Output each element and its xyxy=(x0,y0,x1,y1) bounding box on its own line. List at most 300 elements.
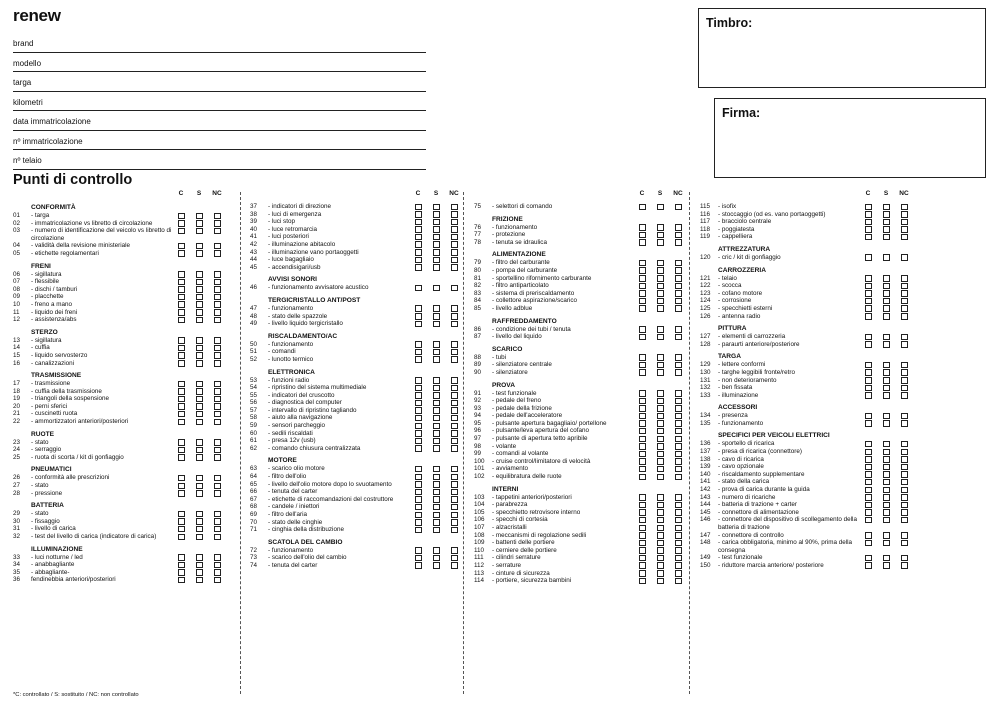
checkbox-non-controllato[interactable] xyxy=(214,577,221,584)
checkbox-non-controllato[interactable] xyxy=(675,494,682,501)
checkbox-sostituito[interactable] xyxy=(883,219,890,226)
checkbox-sostituito[interactable] xyxy=(657,232,664,239)
checkbox-controllato[interactable] xyxy=(178,518,185,525)
checkbox-sostituito[interactable] xyxy=(196,286,203,293)
checkbox-sostituito[interactable] xyxy=(657,547,664,554)
checkbox-controllato[interactable] xyxy=(415,204,422,211)
checkbox-controllato[interactable] xyxy=(865,377,872,384)
checkbox-sostituito[interactable] xyxy=(433,249,440,256)
checkbox-non-controllato[interactable] xyxy=(901,532,908,539)
checkbox-controllato[interactable] xyxy=(865,219,872,226)
checkbox-sostituito[interactable] xyxy=(433,257,440,264)
checkbox-controllato[interactable] xyxy=(865,562,872,569)
checkbox-non-controllato[interactable] xyxy=(675,204,682,211)
vehicle-field-row[interactable] xyxy=(13,131,426,151)
checkbox-sostituito[interactable] xyxy=(883,254,890,261)
checkbox-controllato[interactable] xyxy=(639,398,646,405)
vehicle-field-row[interactable] xyxy=(13,53,426,73)
checkbox-non-controllato[interactable] xyxy=(675,267,682,274)
checkbox-controllato[interactable] xyxy=(639,502,646,509)
checkbox-non-controllato[interactable] xyxy=(214,279,221,286)
checkbox-sostituito[interactable] xyxy=(657,578,664,585)
checkbox-controllato[interactable] xyxy=(865,555,872,562)
checkbox-controllato[interactable] xyxy=(415,321,422,328)
checkbox-non-controllato[interactable] xyxy=(675,224,682,231)
checkbox-controllato[interactable] xyxy=(639,354,646,361)
checkbox-non-controllato[interactable] xyxy=(451,257,458,264)
checkbox-sostituito[interactable] xyxy=(196,490,203,497)
checkbox-controllato[interactable] xyxy=(639,275,646,282)
checkbox-non-controllato[interactable] xyxy=(451,562,458,569)
checkbox-controllato[interactable] xyxy=(178,228,185,235)
checkbox-sostituito[interactable] xyxy=(657,413,664,420)
checkbox-controllato[interactable] xyxy=(639,260,646,267)
checkbox-controllato[interactable] xyxy=(415,400,422,407)
checkbox-controllato[interactable] xyxy=(865,211,872,218)
checkbox-sostituito[interactable] xyxy=(433,438,440,445)
checkbox-controllato[interactable] xyxy=(865,494,872,501)
checkbox-sostituito[interactable] xyxy=(433,349,440,356)
checkbox-non-controllato[interactable] xyxy=(214,286,221,293)
checkbox-sostituito[interactable] xyxy=(657,398,664,405)
checkbox-non-controllato[interactable] xyxy=(214,490,221,497)
checkbox-sostituito[interactable] xyxy=(883,283,890,290)
checkbox-controllato[interactable] xyxy=(178,526,185,533)
checkbox-sostituito[interactable] xyxy=(196,475,203,482)
checkbox-non-controllato[interactable] xyxy=(901,305,908,312)
checkbox-non-controllato[interactable] xyxy=(451,349,458,356)
checkbox-controllato[interactable] xyxy=(639,466,646,473)
checkbox-controllato[interactable] xyxy=(865,283,872,290)
checkbox-controllato[interactable] xyxy=(639,232,646,239)
checkbox-controllato[interactable] xyxy=(178,388,185,395)
checkbox-sostituito[interactable] xyxy=(433,504,440,511)
checkbox-controllato[interactable] xyxy=(865,234,872,241)
checkbox-controllato[interactable] xyxy=(865,341,872,348)
checkbox-controllato[interactable] xyxy=(639,547,646,554)
checkbox-sostituito[interactable] xyxy=(433,415,440,422)
checkbox-sostituito[interactable] xyxy=(883,226,890,233)
checkbox-sostituito[interactable] xyxy=(657,354,664,361)
checkbox-sostituito[interactable] xyxy=(196,250,203,257)
checkbox-controllato[interactable] xyxy=(639,405,646,412)
checkbox-sostituito[interactable] xyxy=(657,260,664,267)
checkbox-sostituito[interactable] xyxy=(433,264,440,271)
checkbox-non-controllato[interactable] xyxy=(901,494,908,501)
checkbox-sostituito[interactable] xyxy=(883,464,890,471)
checkbox-sostituito[interactable] xyxy=(657,525,664,532)
checkbox-controllato[interactable] xyxy=(639,334,646,341)
checkbox-non-controllato[interactable] xyxy=(214,294,221,301)
checkbox-controllato[interactable] xyxy=(639,362,646,369)
checkbox-non-controllato[interactable] xyxy=(901,420,908,427)
checkbox-controllato[interactable] xyxy=(639,305,646,312)
checkbox-non-controllato[interactable] xyxy=(451,496,458,503)
checkbox-non-controllato[interactable] xyxy=(901,540,908,547)
checkbox-controllato[interactable] xyxy=(865,226,872,233)
checkbox-controllato[interactable] xyxy=(639,555,646,562)
checkbox-controllato[interactable] xyxy=(178,271,185,278)
checkbox-non-controllato[interactable] xyxy=(901,341,908,348)
checkbox-non-controllato[interactable] xyxy=(901,487,908,494)
checkbox-sostituito[interactable] xyxy=(196,352,203,359)
checkbox-sostituito[interactable] xyxy=(196,447,203,454)
checkbox-sostituito[interactable] xyxy=(657,420,664,427)
checkbox-controllato[interactable] xyxy=(865,532,872,539)
checkbox-non-controllato[interactable] xyxy=(675,283,682,290)
checkbox-non-controllato[interactable] xyxy=(451,445,458,452)
checkbox-sostituito[interactable] xyxy=(433,423,440,430)
checkbox-sostituito[interactable] xyxy=(657,517,664,524)
checkbox-non-controllato[interactable] xyxy=(214,250,221,257)
checkbox-controllato[interactable] xyxy=(639,224,646,231)
checkbox-sostituito[interactable] xyxy=(433,445,440,452)
checkbox-non-controllato[interactable] xyxy=(675,334,682,341)
checkbox-controllato[interactable] xyxy=(639,494,646,501)
checkbox-sostituito[interactable] xyxy=(196,562,203,569)
checkbox-non-controllato[interactable] xyxy=(675,451,682,458)
checkbox-controllato[interactable] xyxy=(415,249,422,256)
checkbox-controllato[interactable] xyxy=(178,345,185,352)
checkbox-non-controllato[interactable] xyxy=(214,562,221,569)
checkbox-non-controllato[interactable] xyxy=(675,525,682,532)
checkbox-non-controllato[interactable] xyxy=(675,458,682,465)
checkbox-non-controllato[interactable] xyxy=(675,369,682,376)
checkbox-non-controllato[interactable] xyxy=(451,226,458,233)
checkbox-non-controllato[interactable] xyxy=(675,555,682,562)
checkbox-sostituito[interactable] xyxy=(433,400,440,407)
checkbox-sostituito[interactable] xyxy=(657,458,664,465)
checkbox-sostituito[interactable] xyxy=(433,562,440,569)
checkbox-sostituito[interactable] xyxy=(883,298,890,305)
checkbox-controllato[interactable] xyxy=(415,234,422,241)
checkbox-non-controllato[interactable] xyxy=(214,360,221,367)
checkbox-non-controllato[interactable] xyxy=(901,334,908,341)
checkbox-sostituito[interactable] xyxy=(196,360,203,367)
checkbox-sostituito[interactable] xyxy=(657,555,664,562)
checkbox-non-controllato[interactable] xyxy=(901,562,908,569)
checkbox-sostituito[interactable] xyxy=(433,313,440,320)
checkbox-non-controllato[interactable] xyxy=(451,385,458,392)
checkbox-controllato[interactable] xyxy=(865,517,872,524)
checkbox-controllato[interactable] xyxy=(639,326,646,333)
checkbox-non-controllato[interactable] xyxy=(675,443,682,450)
checkbox-non-controllato[interactable] xyxy=(451,241,458,248)
checkbox-non-controllato[interactable] xyxy=(451,481,458,488)
checkbox-sostituito[interactable] xyxy=(433,519,440,526)
checkbox-sostituito[interactable] xyxy=(196,279,203,286)
checkbox-controllato[interactable] xyxy=(865,449,872,456)
checkbox-controllato[interactable] xyxy=(178,577,185,584)
checkbox-non-controllato[interactable] xyxy=(214,511,221,518)
checkbox-non-controllato[interactable] xyxy=(901,362,908,369)
checkbox-sostituito[interactable] xyxy=(883,385,890,392)
checkbox-controllato[interactable] xyxy=(415,392,422,399)
checkbox-sostituito[interactable] xyxy=(433,512,440,519)
checkbox-controllato[interactable] xyxy=(415,430,422,437)
checkbox-sostituito[interactable] xyxy=(657,540,664,547)
checkbox-non-controllato[interactable] xyxy=(451,321,458,328)
checkbox-controllato[interactable] xyxy=(178,403,185,410)
checkbox-non-controllato[interactable] xyxy=(451,474,458,481)
checkbox-sostituito[interactable] xyxy=(196,317,203,324)
checkbox-sostituito[interactable] xyxy=(433,527,440,534)
checkbox-controllato[interactable] xyxy=(178,454,185,461)
checkbox-non-controllato[interactable] xyxy=(675,232,682,239)
checkbox-controllato[interactable] xyxy=(639,298,646,305)
checkbox-non-controllato[interactable] xyxy=(214,317,221,324)
checkbox-sostituito[interactable] xyxy=(196,337,203,344)
checkbox-non-controllato[interactable] xyxy=(451,305,458,312)
checkbox-controllato[interactable] xyxy=(639,570,646,577)
checkbox-sostituito[interactable] xyxy=(196,419,203,426)
vehicle-field-row[interactable] xyxy=(13,33,426,53)
checkbox-sostituito[interactable] xyxy=(883,204,890,211)
checkbox-sostituito[interactable] xyxy=(657,239,664,246)
checkbox-sostituito[interactable] xyxy=(657,326,664,333)
checkbox-sostituito[interactable] xyxy=(883,517,890,524)
checkbox-controllato[interactable] xyxy=(865,313,872,320)
checkbox-non-controllato[interactable] xyxy=(214,454,221,461)
checkbox-controllato[interactable] xyxy=(415,385,422,392)
checkbox-sostituito[interactable] xyxy=(657,290,664,297)
checkbox-controllato[interactable] xyxy=(865,509,872,516)
checkbox-sostituito[interactable] xyxy=(196,454,203,461)
checkbox-non-controllato[interactable] xyxy=(901,464,908,471)
checkbox-controllato[interactable] xyxy=(865,254,872,261)
checkbox-controllato[interactable] xyxy=(865,471,872,478)
checkbox-controllato[interactable] xyxy=(639,509,646,516)
checkbox-sostituito[interactable] xyxy=(657,451,664,458)
checkbox-sostituito[interactable] xyxy=(196,243,203,250)
checkbox-controllato[interactable] xyxy=(639,413,646,420)
checkbox-controllato[interactable] xyxy=(415,377,422,384)
checkbox-non-controllato[interactable] xyxy=(675,239,682,246)
checkbox-non-controllato[interactable] xyxy=(451,392,458,399)
checkbox-controllato[interactable] xyxy=(415,438,422,445)
checkbox-sostituito[interactable] xyxy=(657,362,664,369)
checkbox-non-controllato[interactable] xyxy=(675,436,682,443)
checkbox-sostituito[interactable] xyxy=(883,313,890,320)
checkbox-sostituito[interactable] xyxy=(433,466,440,473)
checkbox-sostituito[interactable] xyxy=(883,334,890,341)
checkbox-sostituito[interactable] xyxy=(196,526,203,533)
checkbox-sostituito[interactable] xyxy=(433,489,440,496)
checkbox-sostituito[interactable] xyxy=(657,283,664,290)
checkbox-controllato[interactable] xyxy=(639,204,646,211)
checkbox-non-controllato[interactable] xyxy=(675,326,682,333)
checkbox-controllato[interactable] xyxy=(865,392,872,399)
checkbox-controllato[interactable] xyxy=(178,411,185,418)
checkbox-controllato[interactable] xyxy=(639,369,646,376)
checkbox-sostituito[interactable] xyxy=(883,290,890,297)
checkbox-non-controllato[interactable] xyxy=(901,204,908,211)
checkbox-non-controllato[interactable] xyxy=(214,396,221,403)
checkbox-non-controllato[interactable] xyxy=(901,369,908,376)
checkbox-non-controllato[interactable] xyxy=(451,466,458,473)
checkbox-sostituito[interactable] xyxy=(433,555,440,562)
checkbox-controllato[interactable] xyxy=(415,285,422,292)
checkbox-non-controllato[interactable] xyxy=(675,275,682,282)
checkbox-sostituito[interactable] xyxy=(433,407,440,414)
checkbox-controllato[interactable] xyxy=(415,547,422,554)
checkbox-sostituito[interactable] xyxy=(433,474,440,481)
checkbox-non-controllato[interactable] xyxy=(214,518,221,525)
checkbox-controllato[interactable] xyxy=(178,294,185,301)
checkbox-sostituito[interactable] xyxy=(883,479,890,486)
checkbox-controllato[interactable] xyxy=(865,362,872,369)
checkbox-controllato[interactable] xyxy=(639,443,646,450)
checkbox-non-controllato[interactable] xyxy=(214,554,221,561)
checkbox-non-controllato[interactable] xyxy=(675,474,682,481)
checkbox-sostituito[interactable] xyxy=(196,388,203,395)
checkbox-non-controllato[interactable] xyxy=(901,502,908,509)
checkbox-non-controllato[interactable] xyxy=(214,220,221,227)
checkbox-non-controllato[interactable] xyxy=(451,423,458,430)
checkbox-sostituito[interactable] xyxy=(196,309,203,316)
checkbox-sostituito[interactable] xyxy=(883,341,890,348)
checkbox-controllato[interactable] xyxy=(415,504,422,511)
checkbox-non-controllato[interactable] xyxy=(675,540,682,547)
checkbox-controllato[interactable] xyxy=(865,441,872,448)
checkbox-controllato[interactable] xyxy=(865,487,872,494)
checkbox-controllato[interactable] xyxy=(178,439,185,446)
checkbox-controllato[interactable] xyxy=(415,313,422,320)
checkbox-non-controllato[interactable] xyxy=(451,504,458,511)
checkbox-controllato[interactable] xyxy=(415,512,422,519)
checkbox-sostituito[interactable] xyxy=(433,430,440,437)
checkbox-sostituito[interactable] xyxy=(196,518,203,525)
checkbox-non-controllato[interactable] xyxy=(451,264,458,271)
checkbox-non-controllato[interactable] xyxy=(214,475,221,482)
checkbox-controllato[interactable] xyxy=(865,540,872,547)
checkbox-controllato[interactable] xyxy=(415,341,422,348)
checkbox-sostituito[interactable] xyxy=(433,226,440,233)
checkbox-sostituito[interactable] xyxy=(433,341,440,348)
checkbox-non-controllato[interactable] xyxy=(675,502,682,509)
checkbox-controllato[interactable] xyxy=(415,226,422,233)
checkbox-non-controllato[interactable] xyxy=(675,420,682,427)
checkbox-sostituito[interactable] xyxy=(883,413,890,420)
checkbox-controllato[interactable] xyxy=(178,419,185,426)
checkbox-sostituito[interactable] xyxy=(883,449,890,456)
checkbox-sostituito[interactable] xyxy=(657,474,664,481)
checkbox-controllato[interactable] xyxy=(639,474,646,481)
checkbox-controllato[interactable] xyxy=(639,290,646,297)
checkbox-sostituito[interactable] xyxy=(883,377,890,384)
checkbox-sostituito[interactable] xyxy=(433,211,440,218)
checkbox-non-controllato[interactable] xyxy=(675,362,682,369)
checkbox-controllato[interactable] xyxy=(415,423,422,430)
checkbox-controllato[interactable] xyxy=(415,562,422,569)
checkbox-controllato[interactable] xyxy=(865,275,872,282)
checkbox-sostituito[interactable] xyxy=(196,483,203,490)
checkbox-sostituito[interactable] xyxy=(196,511,203,518)
checkbox-non-controllato[interactable] xyxy=(675,428,682,435)
checkbox-controllato[interactable] xyxy=(178,317,185,324)
checkbox-non-controllato[interactable] xyxy=(675,570,682,577)
checkbox-sostituito[interactable] xyxy=(433,234,440,241)
checkbox-sostituito[interactable] xyxy=(657,428,664,435)
checkbox-controllato[interactable] xyxy=(865,305,872,312)
checkbox-controllato[interactable] xyxy=(178,396,185,403)
checkbox-controllato[interactable] xyxy=(865,334,872,341)
checkbox-controllato[interactable] xyxy=(415,527,422,534)
checkbox-sostituito[interactable] xyxy=(433,481,440,488)
checkbox-non-controllato[interactable] xyxy=(451,430,458,437)
checkbox-controllato[interactable] xyxy=(415,481,422,488)
checkbox-non-controllato[interactable] xyxy=(901,234,908,241)
checkbox-controllato[interactable] xyxy=(865,464,872,471)
checkbox-sostituito[interactable] xyxy=(196,271,203,278)
checkbox-non-controllato[interactable] xyxy=(675,466,682,473)
checkbox-controllato[interactable] xyxy=(639,267,646,274)
checkbox-sostituito[interactable] xyxy=(883,456,890,463)
checkbox-sostituito[interactable] xyxy=(657,390,664,397)
checkbox-sostituito[interactable] xyxy=(196,220,203,227)
checkbox-non-controllato[interactable] xyxy=(451,341,458,348)
checkbox-sostituito[interactable] xyxy=(883,369,890,376)
checkbox-non-controllato[interactable] xyxy=(901,219,908,226)
checkbox-sostituito[interactable] xyxy=(657,494,664,501)
checkbox-non-controllato[interactable] xyxy=(214,381,221,388)
checkbox-non-controllato[interactable] xyxy=(214,213,221,220)
checkbox-sostituito[interactable] xyxy=(433,321,440,328)
checkbox-non-controllato[interactable] xyxy=(901,377,908,384)
checkbox-controllato[interactable] xyxy=(178,279,185,286)
checkbox-non-controllato[interactable] xyxy=(214,345,221,352)
checkbox-sostituito[interactable] xyxy=(883,555,890,562)
checkbox-controllato[interactable] xyxy=(639,239,646,246)
checkbox-non-controllato[interactable] xyxy=(214,301,221,308)
checkbox-non-controllato[interactable] xyxy=(214,388,221,395)
checkbox-sostituito[interactable] xyxy=(657,570,664,577)
checkbox-controllato[interactable] xyxy=(639,532,646,539)
checkbox-sostituito[interactable] xyxy=(883,494,890,501)
checkbox-sostituito[interactable] xyxy=(883,392,890,399)
checkbox-non-controllato[interactable] xyxy=(901,392,908,399)
checkbox-sostituito[interactable] xyxy=(657,509,664,516)
checkbox-sostituito[interactable] xyxy=(196,294,203,301)
checkbox-non-controllato[interactable] xyxy=(214,228,221,235)
checkbox-non-controllato[interactable] xyxy=(901,517,908,524)
checkbox-controllato[interactable] xyxy=(178,250,185,257)
checkbox-sostituito[interactable] xyxy=(883,305,890,312)
checkbox-non-controllato[interactable] xyxy=(901,298,908,305)
checkbox-sostituito[interactable] xyxy=(657,267,664,274)
checkbox-controllato[interactable] xyxy=(178,490,185,497)
checkbox-sostituito[interactable] xyxy=(433,377,440,384)
checkbox-non-controllato[interactable] xyxy=(451,519,458,526)
checkbox-sostituito[interactable] xyxy=(883,562,890,569)
checkbox-non-controllato[interactable] xyxy=(451,438,458,445)
checkbox-non-controllato[interactable] xyxy=(901,275,908,282)
checkbox-sostituito[interactable] xyxy=(196,396,203,403)
checkbox-non-controllato[interactable] xyxy=(214,309,221,316)
checkbox-sostituito[interactable] xyxy=(657,443,664,450)
checkbox-controllato[interactable] xyxy=(178,220,185,227)
checkbox-non-controllato[interactable] xyxy=(901,449,908,456)
checkbox-sostituito[interactable] xyxy=(657,502,664,509)
checkbox-non-controllato[interactable] xyxy=(901,313,908,320)
checkbox-non-controllato[interactable] xyxy=(675,398,682,405)
checkbox-sostituito[interactable] xyxy=(433,219,440,226)
checkbox-controllato[interactable] xyxy=(639,420,646,427)
checkbox-non-controllato[interactable] xyxy=(901,509,908,516)
checkbox-non-controllato[interactable] xyxy=(675,578,682,585)
stamp-box[interactable] xyxy=(698,8,986,88)
checkbox-controllato[interactable] xyxy=(415,264,422,271)
